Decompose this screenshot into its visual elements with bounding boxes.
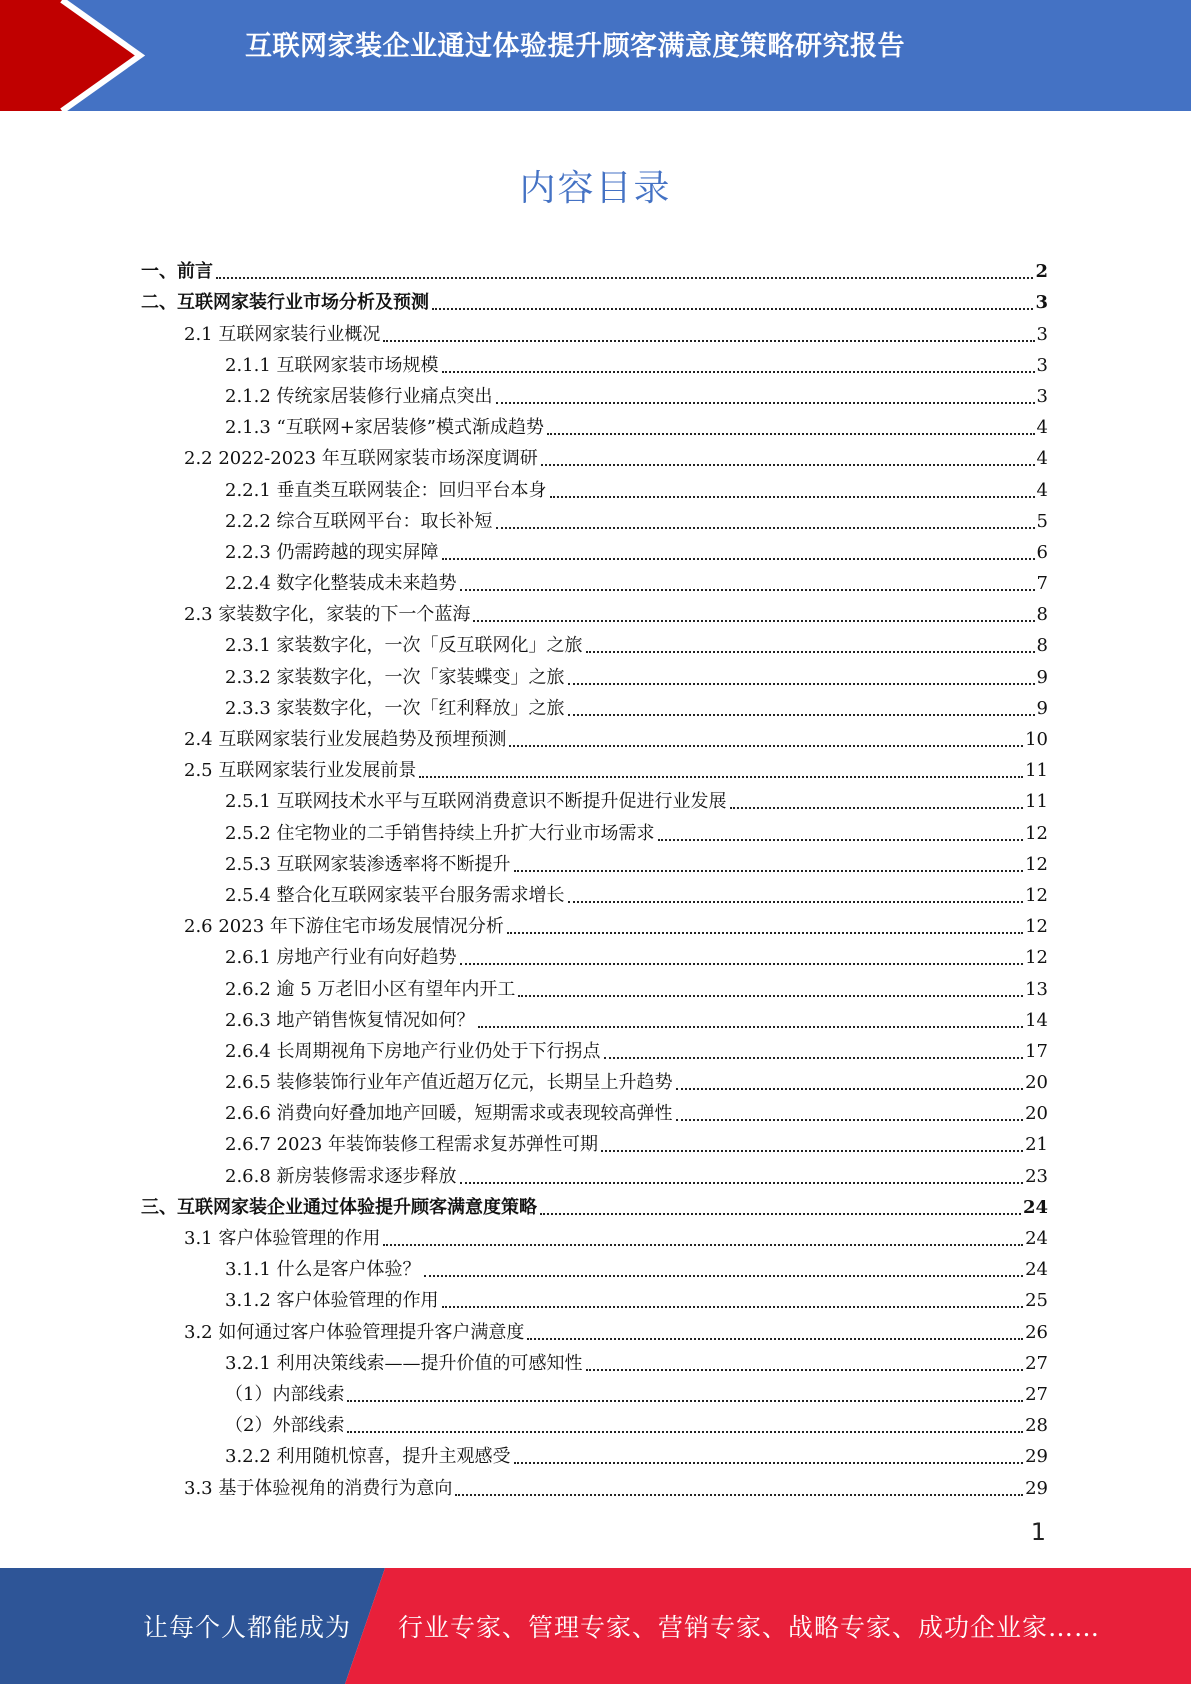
toc-entry-page: 12 [1025,822,1048,844]
toc-entry-title: 2.1.2 传统家居装修行业痛点突出 [225,385,493,407]
table-of-contents [141,253,1048,1501]
toc-entry[interactable] [141,503,1048,534]
toc-entry-title: 2.2.3 仍需跨越的现实屏障 [225,541,439,563]
toc-entry-title: 2.4 互联网家装行业发展趋势及预埋预测 [184,729,507,750]
toc-entry[interactable] [141,627,1048,658]
toc-entry-title: 2.2 2022-2023 年互联网家装市场深度调研 [184,448,538,470]
toc-leader-dots [676,1088,1024,1090]
toc-entry-title: 2.2.1 垂直类互联网装企：回归平台本身 [225,479,547,501]
toc-entry-title: 2.2.2 综合互联网平台：取长补短 [225,510,493,532]
toc-entry-title: 2.6.3 地产销售恢复情况如何？ [225,1009,475,1031]
toc-leader-dots [527,1338,1023,1340]
toc-leader-dots [550,496,1035,498]
toc-entry-title: 2.6.8 新房装修需求逐步释放 [225,1165,457,1187]
toc-entry[interactable] [141,1220,1048,1251]
toc-entry[interactable] [141,814,1048,845]
toc-leader-dots [676,1119,1024,1121]
toc-leader-dots [568,683,1035,685]
toc-entry-page: 12 [1025,853,1048,875]
toc-entry-title: 2.6.1 房地产行业有向好趋势 [225,947,457,969]
toc-leader-dots [568,714,1035,716]
toc-entry-page: 13 [1025,978,1048,1000]
toc-entry[interactable] [141,1033,1048,1064]
toc-entry-page: 4 [1036,479,1048,501]
toc-entry-title: 2.6.5 装修装饰行业年产值近超万亿元，长期呈上升趋势 [225,1072,673,1094]
toc-entry-title: 2.1.3 “互联网+家居装修”模式渐成趋势 [225,417,545,439]
toc-entry-title: 2.6.6 消费向好叠加地产回暖，短期需求或表现较高弹性 [225,1103,673,1125]
toc-entry-title: 二、互联网家装行业市场分析及预测 [141,292,429,314]
toc-entry-title: 三、互联网家装企业通过体验提升顾客满意度策略 [141,1196,537,1218]
toc-entry[interactable] [141,1407,1048,1438]
toc-entry[interactable] [141,877,1048,908]
toc-leader-dots [383,340,1034,342]
toc-entry-page: 29 [1025,1477,1048,1499]
toc-leader-dots [473,620,1034,622]
toc-entry[interactable] [141,378,1048,409]
toc-leader-dots [432,308,1033,310]
toc-entry[interactable] [141,1126,1048,1157]
toc-entry-title: 2.5.3 互联网家装渗透率将不断提升 [225,853,511,875]
toc-leader-dots [540,1213,1021,1215]
toc-leader-dots [216,277,1033,279]
toc-entry-page: 17 [1025,1040,1048,1062]
toc-heading: 内容目录 [519,168,672,209]
toc-entry[interactable] [141,658,1048,689]
toc-entry-title: 3.2.1 利用决策线索——提升价值的可感知性 [225,1352,583,1374]
toc-leader-dots [460,589,1035,591]
toc-leader-dots [547,433,1035,435]
toc-entry-page: 28 [1025,1415,1048,1437]
toc-leader-dots [496,527,1035,529]
toc-entry-page: 20 [1025,1072,1048,1094]
toc-leader-dots [586,1369,1024,1371]
toc-entry-title: 3.2 如何通过客户体验管理提升客户满意度 [184,1321,525,1343]
report-header-band [0,0,1191,111]
toc-entry-page: 14 [1025,1009,1048,1031]
red-arrow-decoration [0,0,150,111]
toc-entry-page: 9 [1036,697,1048,719]
toc-leader-dots [442,371,1035,373]
toc-leader-dots [568,901,1024,903]
toc-entry-page: 3 [1036,323,1048,345]
toc-entry[interactable] [141,1438,1048,1469]
toc-leader-dots [442,1306,1024,1308]
footer-slogan-left: 让每个人都能成为 [143,1613,352,1642]
toc-entry-title: 2.6.7 2023 年装饰装修工程需求复苏弹性可期 [225,1134,599,1156]
toc-leader-dots [383,1244,1023,1246]
toc-entry-page: 24 [1025,1259,1048,1281]
toc-entry[interactable] [141,752,1048,783]
toc-entry[interactable] [141,1251,1048,1282]
footer-banner [0,1568,1191,1684]
toc-entry[interactable] [141,939,1048,970]
toc-entry-title: 2.5 互联网家装行业发展前景 [184,760,417,782]
toc-entry-title: 3.1.2 客户体验管理的作用 [225,1290,439,1312]
footer-slogan-right: 行业专家、管理专家、营销专家、战略专家、成功企业家…… [398,1613,1101,1642]
toc-entry-page: 12 [1025,916,1048,938]
toc-entry-title: 2.6.4 长周期视角下房地产行业仍处于下行拐点 [225,1040,601,1062]
toc-entry[interactable] [141,721,1048,752]
toc-entry[interactable] [141,1345,1048,1376]
toc-entry-page: 25 [1025,1290,1048,1312]
toc-leader-dots [460,1182,1024,1184]
toc-entry-title: 2.3.1 家装数字化，一次「反互联网化」之旅 [225,635,583,657]
toc-leader-dots [419,776,1023,778]
toc-leader-dots [347,1431,1023,1433]
toc-entry[interactable] [141,347,1048,378]
toc-entry-title: （1）内部线索 [225,1383,345,1405]
toc-entry-page: 21 [1025,1134,1048,1156]
toc-entry-page: 23 [1025,1165,1048,1187]
toc-entry-page: 4 [1036,448,1048,470]
toc-entry[interactable] [141,1313,1048,1344]
toc-entry-title: 2.6.2 逾 5 万老旧小区有望年内开工 [225,978,516,1000]
toc-entry-title: 2.1.1 互联网家装市场规模 [225,354,439,376]
toc-entry-page: 5 [1036,510,1048,532]
toc-entry[interactable] [141,471,1048,502]
toc-leader-dots [442,558,1035,560]
toc-entry-title: （2）外部线索 [225,1415,345,1437]
toc-entry[interactable] [141,970,1048,1001]
toc-entry-title: 2.3 家装数字化，家装的下一个蓝海 [184,604,471,626]
toc-entry-title: 3.2.2 利用随机惊喜，提升主观感受 [225,1446,511,1468]
toc-entry-page: 4 [1036,417,1048,439]
toc-entry[interactable] [141,690,1048,721]
toc-entry-title: 2.1 互联网家装行业概况 [184,323,381,345]
toc-entry-title: 2.5.4 整合化互联网家装平台服务需求增长 [225,884,565,906]
toc-entry-page: 8 [1036,604,1048,626]
toc-leader-dots [347,1400,1023,1402]
toc-entry-page: 29 [1025,1446,1048,1468]
toc-leader-dots [586,651,1035,653]
toc-entry-title: 一、前言 [141,261,213,283]
report-title: 互联网家装企业通过体验提升顾客满意度策略研究报告 [245,31,905,62]
toc-entry-title: 2.6 2023 年下游住宅市场发展情况分析 [184,916,504,938]
toc-entry-page: 24 [1025,1228,1048,1249]
toc-entry-title: 2.2.4 数字化整装成未来趋势 [225,573,457,595]
toc-entry[interactable] [141,440,1048,471]
toc-entry[interactable] [141,1095,1048,1126]
toc-leader-dots [514,870,1024,872]
toc-entry-page: 11 [1025,791,1048,813]
toc-entry[interactable] [141,253,1048,284]
toc-entry[interactable] [141,1282,1048,1313]
toc-entry-page: 7 [1036,573,1048,595]
toc-entry-page: 3 [1036,354,1048,376]
toc-entry[interactable] [141,315,1048,346]
toc-entry[interactable] [141,409,1048,440]
toc-entry-title: 2.3.3 家装数字化，一次「红利释放」之旅 [225,697,565,719]
toc-entry[interactable] [141,1189,1048,1220]
toc-entry-page: 12 [1025,947,1048,969]
toc-entry-title: 2.3.2 家装数字化，一次「家装蝶变」之旅 [225,666,565,688]
toc-entry[interactable] [141,1469,1048,1500]
toc-entry-page: 27 [1025,1352,1048,1374]
page-number: 1 [1030,1518,1046,1546]
toc-leader-dots [601,1150,1023,1152]
toc-entry-page: 9 [1036,666,1048,688]
toc-entry-page: 10 [1025,729,1048,750]
toc-entry[interactable] [141,1157,1048,1188]
toc-entry-title: 3.1.1 什么是客户体验？ [225,1259,421,1281]
toc-entry-page: 8 [1036,635,1048,657]
toc-entry-page: 24 [1022,1196,1048,1218]
toc-entry-page: 26 [1025,1321,1048,1343]
toc-leader-dots [455,1494,1023,1496]
toc-entry-page: 3 [1036,385,1048,407]
toc-entry-page: 20 [1025,1103,1048,1125]
toc-leader-dots [424,1275,1024,1277]
toc-entry-page: 12 [1025,884,1048,906]
toc-leader-dots [509,745,1023,747]
toc-entry-title: 2.5.2 住宅物业的二手销售持续上升扩大行业市场需求 [225,822,655,844]
toc-leader-dots [541,464,1035,466]
toc-entry-page: 11 [1025,760,1048,782]
toc-entry[interactable] [141,846,1048,877]
toc-leader-dots [518,995,1023,997]
toc-entry-page: 6 [1036,541,1048,563]
toc-leader-dots [460,963,1024,965]
toc-entry[interactable] [141,908,1048,939]
toc-entry[interactable] [141,783,1048,814]
toc-leader-dots [730,807,1024,809]
toc-entry-title: 3.1 客户体验管理的作用 [184,1228,381,1249]
toc-entry-title: 2.5.1 互联网技术水平与互联网消费意识不断提升促进行业发展 [225,791,727,813]
toc-leader-dots [658,839,1024,841]
toc-entry[interactable] [141,1064,1048,1095]
toc-entry[interactable] [141,534,1048,565]
toc-entry[interactable] [141,284,1048,315]
toc-leader-dots [604,1057,1024,1059]
toc-entry-page: 2 [1035,261,1048,283]
toc-entry-title: 3.3 基于体验视角的消费行为意向 [184,1477,453,1499]
toc-leader-dots [514,1462,1024,1464]
toc-leader-dots [496,402,1035,404]
toc-entry[interactable] [141,1376,1048,1407]
toc-leader-dots [507,932,1023,934]
toc-entry[interactable] [141,565,1048,596]
toc-entry-page: 27 [1025,1383,1048,1405]
toc-entry[interactable] [141,1002,1048,1033]
toc-leader-dots [478,1026,1024,1028]
toc-entry[interactable] [141,596,1048,627]
toc-entry-page: 3 [1035,292,1048,314]
